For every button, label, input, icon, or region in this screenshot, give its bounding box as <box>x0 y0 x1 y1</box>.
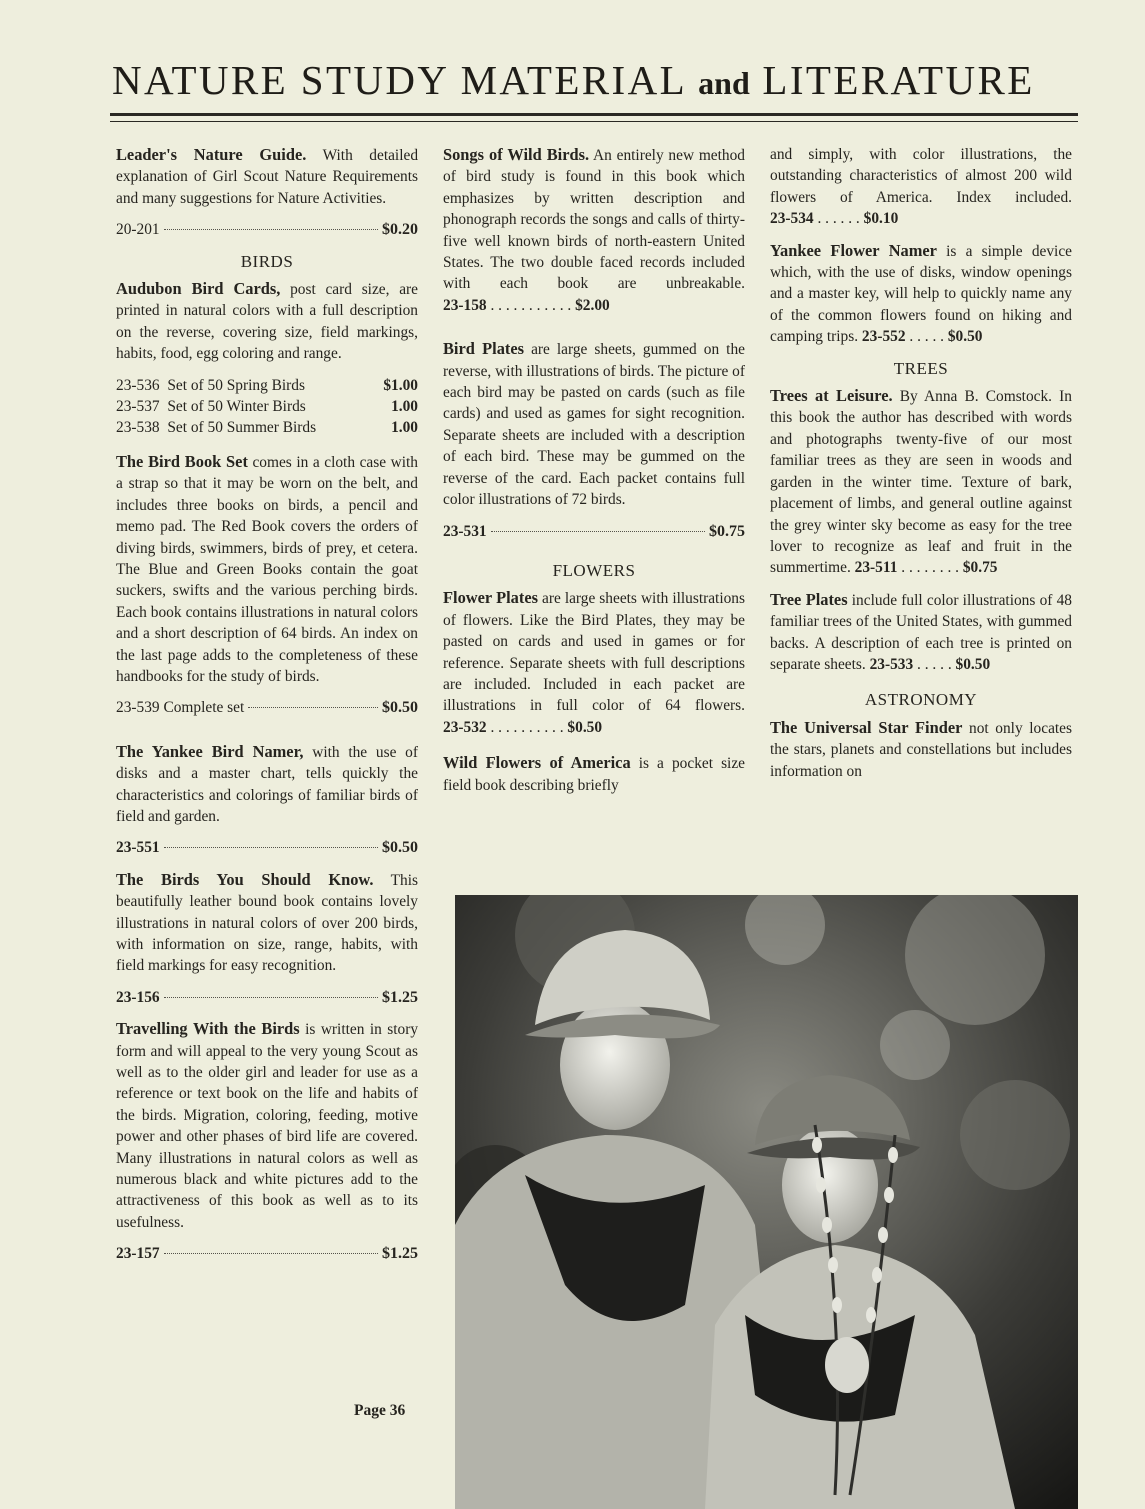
audubon-title: Audubon Bird Cards, <box>116 279 281 299</box>
dot-leader <box>164 1253 378 1254</box>
set-price: $1.00 <box>383 376 418 394</box>
yankee-bird-title: The Yankee Bird Namer, <box>116 741 304 761</box>
flower-plates-price: $0.50 <box>567 718 603 736</box>
yankee-bird-entry <box>116 741 418 828</box>
flower-plates-code: 23-532 <box>443 718 487 736</box>
travelling-entry <box>116 1018 418 1233</box>
dot-leader <box>164 997 378 998</box>
dot-leader <box>248 707 378 708</box>
yankee-flower-entry: Yankee Flower Namer is a simple device which, with the use of disks, window openings and a master key, will help to quickly name any of the common flowers found on hiking and camping trips. 23-552 . . . . . $0.50 <box>770 240 1072 346</box>
birds-know-price: $1.25 <box>382 988 418 1006</box>
wild-flowers-cont-text: and simply, with color illustrations, the outstanding characteristics of almost 200 wild flowers of America. Index included. <box>770 146 1072 206</box>
tree-plates-title: Tree Plates <box>770 589 848 609</box>
wild-flowers-cont-entry: and simply, with color illustrations, the outstanding characteristics of almost 200 wild flowers of America. Index included. 23-534 . . . . . . $0.10 <box>770 146 1072 228</box>
star-finder-text: not only locates the stars, planets and constellations but includes information on <box>770 719 1072 780</box>
bird-plates-code: 23-531 <box>443 522 487 540</box>
songs-text: An entirely new method of bird study is found in this book which emphasizes by written description and phonograph records the songs and calls of thirty-five well known birds of north-eastern United States. The two double faced records included with each book are unbreakable. <box>443 147 745 293</box>
birds-know-title: The Birds You Should Know. <box>116 869 374 889</box>
wild-flowers-price: $0.10 <box>863 210 899 228</box>
leader-guide-entry <box>116 144 418 209</box>
title-end: LITERATURE <box>762 57 1035 103</box>
flower-plates-title: Flower Plates <box>443 588 538 608</box>
wild-flowers-entry <box>443 752 745 796</box>
yankee-flower-text: is a simple device which, with the use of disks, window openings and a master key, will help to quickly name any of the common flowers found on hiking and camping trips. <box>770 242 1072 346</box>
photograph-illustration <box>455 895 1078 1509</box>
wild-flowers-title: Wild Flowers of America <box>443 753 631 773</box>
trees-leisure-text: By Anna B. Comstock. In this book the author has described with words and photographs twenty-five of our most familiar trees as they are seen in woods and garden in the winter time. Texture of bark, placement of limbs, and general outline against the grey winter sky become as easy for the tree lover to recognize as leaf and fruit in the summertime. <box>770 388 1072 577</box>
leader-guide-title: Leader's Nature Guide. <box>116 145 307 164</box>
yankee-flower-code: 23-552 <box>861 328 906 346</box>
dot-leader <box>164 229 378 230</box>
set-label: Set of 50 Spring Birds <box>167 376 305 394</box>
bird-book-set-price: $0.50 <box>382 699 418 717</box>
travelling-title: Travelling With the Birds <box>116 1019 300 1039</box>
bird-plates-price: $0.75 <box>709 522 745 540</box>
dot-leader <box>491 531 705 532</box>
set-price: 1.00 <box>391 419 418 437</box>
wild-flowers-code: 23-534 <box>770 210 814 228</box>
audubon-set-row <box>116 417 418 438</box>
birds-know-code: 23-156 <box>116 988 160 1006</box>
set-price: 1.00 <box>391 398 418 416</box>
birds-heading: BIRDS <box>240 251 294 271</box>
bird-book-set-entry <box>116 451 418 687</box>
leader-guide-price: $0.20 <box>382 221 418 239</box>
girl-scouts-photograph <box>455 895 1078 1509</box>
star-finder-entry <box>770 717 1072 782</box>
birds-know-entry <box>116 869 418 977</box>
trees-leisure-price: $0.75 <box>962 559 998 577</box>
bird-book-set-price-line <box>116 697 418 718</box>
travelling-price-line <box>116 1243 418 1264</box>
yankee-flower-price: $0.50 <box>947 328 983 346</box>
trees-leisure-code: 23-511 <box>854 559 898 577</box>
page-number: Page 36 <box>354 1402 406 1419</box>
bird-book-set-title: The Bird Book Set <box>116 451 248 471</box>
audubon-sets <box>116 375 418 439</box>
travelling-price: $1.25 <box>382 1245 418 1263</box>
header-rule-thick <box>110 113 1078 116</box>
set-code: 23-536 <box>116 376 160 394</box>
birds-know-text: This beautifully leather bound book contains lovely illustrations in natural colors of over 200 birds, with information on size, range, habits, with field markings for easy recognition. <box>116 871 418 975</box>
flower-plates-entry: Flower Plates are large sheets with illustrations of flowers. Like the Bird Plates, they may be pasted on cards and used in games or for reference. Separate sheets with full descriptions are included. Included in each packet are illustrations in full color of 64 flowers. 23-532 . . . . . . . . . . $0.50 <box>443 588 745 736</box>
songs-title: Songs of Wild Birds. <box>443 145 590 164</box>
yankee-flower-title: Yankee Flower Namer <box>770 240 937 260</box>
bird-plates-title: Bird Plates <box>443 339 525 359</box>
star-finder-title: The Universal Star Finder <box>770 717 963 737</box>
bird-book-set-text: comes in a cloth case with a strap so that it may be worn on the belt, and includes three books on birds, a pencil and memo pad. The Red Book covers the orders of diving birds, swimmers, birds of prey, et cetera. The Blue and Green Books contain the goat suckers, swifts and the various perching birds. Each book contains illustrations in natural colors and a short description of 64 birds. An index on the last page adds to the completeness of these handbooks for the study of birds. <box>116 453 418 685</box>
wild-flowers-text: is a pocket size field book describing briefly <box>443 755 745 794</box>
trees-leisure-entry: Trees at Leisure. By Anna B. Comstock. In this book the author has described with words and photographs twenty-five of our most familiar trees as they are seen in woods and garden in the winter time. Texture of bark, placement of limbs, and general outline against the grey winter sky become as easy for the tree lover to recognize as leaf and fruit in the summertime. 23-511 . . . . . . . . $0.75 <box>770 386 1072 577</box>
yankee-bird-text: with the use of disks and a master chart, tells quickly the characteristics and colorings of familiar birds of field and garden. <box>116 743 418 825</box>
travelling-text: is written in story form and will appeal to the very young Scout as well as to the older girl and leader for use as a reference or text book on the life and habits of the birds. Migration, coloring, feeding, motive power and other phases of bird life are covered. Many illustrations in natural colors as well as numerous black and white pictures add to the attractiveness of this book as well as to its usefulness. <box>116 1021 419 1231</box>
birds-know-price-line <box>116 987 418 1008</box>
set-label: Set of 50 Summer Birds <box>167 419 317 437</box>
set-code: 23-537 <box>116 398 160 416</box>
flowers-heading: FLOWERS <box>552 560 636 580</box>
astronomy-heading: ASTRONOMY <box>864 690 978 710</box>
column-1 <box>116 144 418 1275</box>
column-3 <box>770 144 1072 792</box>
column-2 <box>443 144 745 806</box>
audubon-entry <box>116 278 418 365</box>
bird-plates-text: are large sheets, gummed on the reverse, with illustrations of birds. The picture of each bird may be pasted on cards (such as file cards) and used as games for sight recognition. Separate sheets are included with a description of each bird. These may be gummed on the reverse of the card. Each packet contains full color illustrations of 72 birds. <box>443 341 745 509</box>
dot-leader <box>164 847 378 848</box>
page-title <box>112 56 1076 104</box>
trees-leisure-title: Trees at Leisure. <box>770 386 893 406</box>
leader-guide-price-line <box>116 219 418 240</box>
songs-entry: Songs of Wild Birds. An entirely new method of bird study is found in this book which emphasizes by written description and phonograph records the songs and calls of thirty-five well known birds of north-eastern United States. The two double faced records included with each book are unbreakable. 23-158 . . . . . . . . . . . $2.00 <box>443 145 745 314</box>
audubon-text: post card size, are printed in natural colors with a full description on the reverse, covering size, field markings, habits, food, egg coloring and range. <box>116 281 418 363</box>
bird-plates-price-line <box>443 521 745 542</box>
set-label: Set of 50 Winter Birds <box>167 398 306 416</box>
title-main: NATURE STUDY MATERIAL <box>112 57 686 103</box>
title-and: and <box>698 65 750 101</box>
set-code: 23-538 <box>116 419 160 437</box>
tree-plates-entry: Tree Plates include full color illustrations of 48 familiar trees of the United States, with gummed backs. A description of each tree is printed on separate sheets. 23-533 . . . . . $0.50 <box>770 589 1072 673</box>
yankee-bird-price-line <box>116 837 418 858</box>
songs-code: 23-158 <box>443 296 487 314</box>
yankee-bird-price: $0.50 <box>382 839 418 857</box>
travelling-code: 23-157 <box>116 1245 160 1263</box>
audubon-set-row <box>116 375 418 396</box>
tree-plates-price: $0.50 <box>955 655 991 673</box>
header-rule-thin <box>110 121 1078 122</box>
bird-book-set-code: 23-539 <box>116 699 160 717</box>
flower-plates-text: are large sheets with illustrations of flowers. Like the Bird Plates, they may be pasted on cards and used in games or for reference. Separate sheets with full descriptions are included. Included in each packet are illustrations in full color of 64 flowers. <box>443 590 745 715</box>
bird-book-set-label: Complete set <box>163 699 245 717</box>
tree-plates-text: include full color illustrations of 48 familiar trees of the United States, with gummed backs. A description of each tree is printed on separate sheets. <box>770 591 1072 673</box>
songs-price: $2.00 <box>575 296 610 314</box>
leader-guide-code: 20-201 <box>116 221 160 239</box>
audubon-set-row <box>116 396 418 417</box>
leader-guide-text: With detailed explanation of Girl Scout Nature Requirements and many suggestions for Nature Activities. <box>116 147 419 207</box>
bird-plates-entry <box>443 338 745 510</box>
tree-plates-code: 23-533 <box>869 655 914 673</box>
yankee-bird-code: 23-551 <box>116 839 160 857</box>
trees-heading: TREES <box>893 358 949 378</box>
